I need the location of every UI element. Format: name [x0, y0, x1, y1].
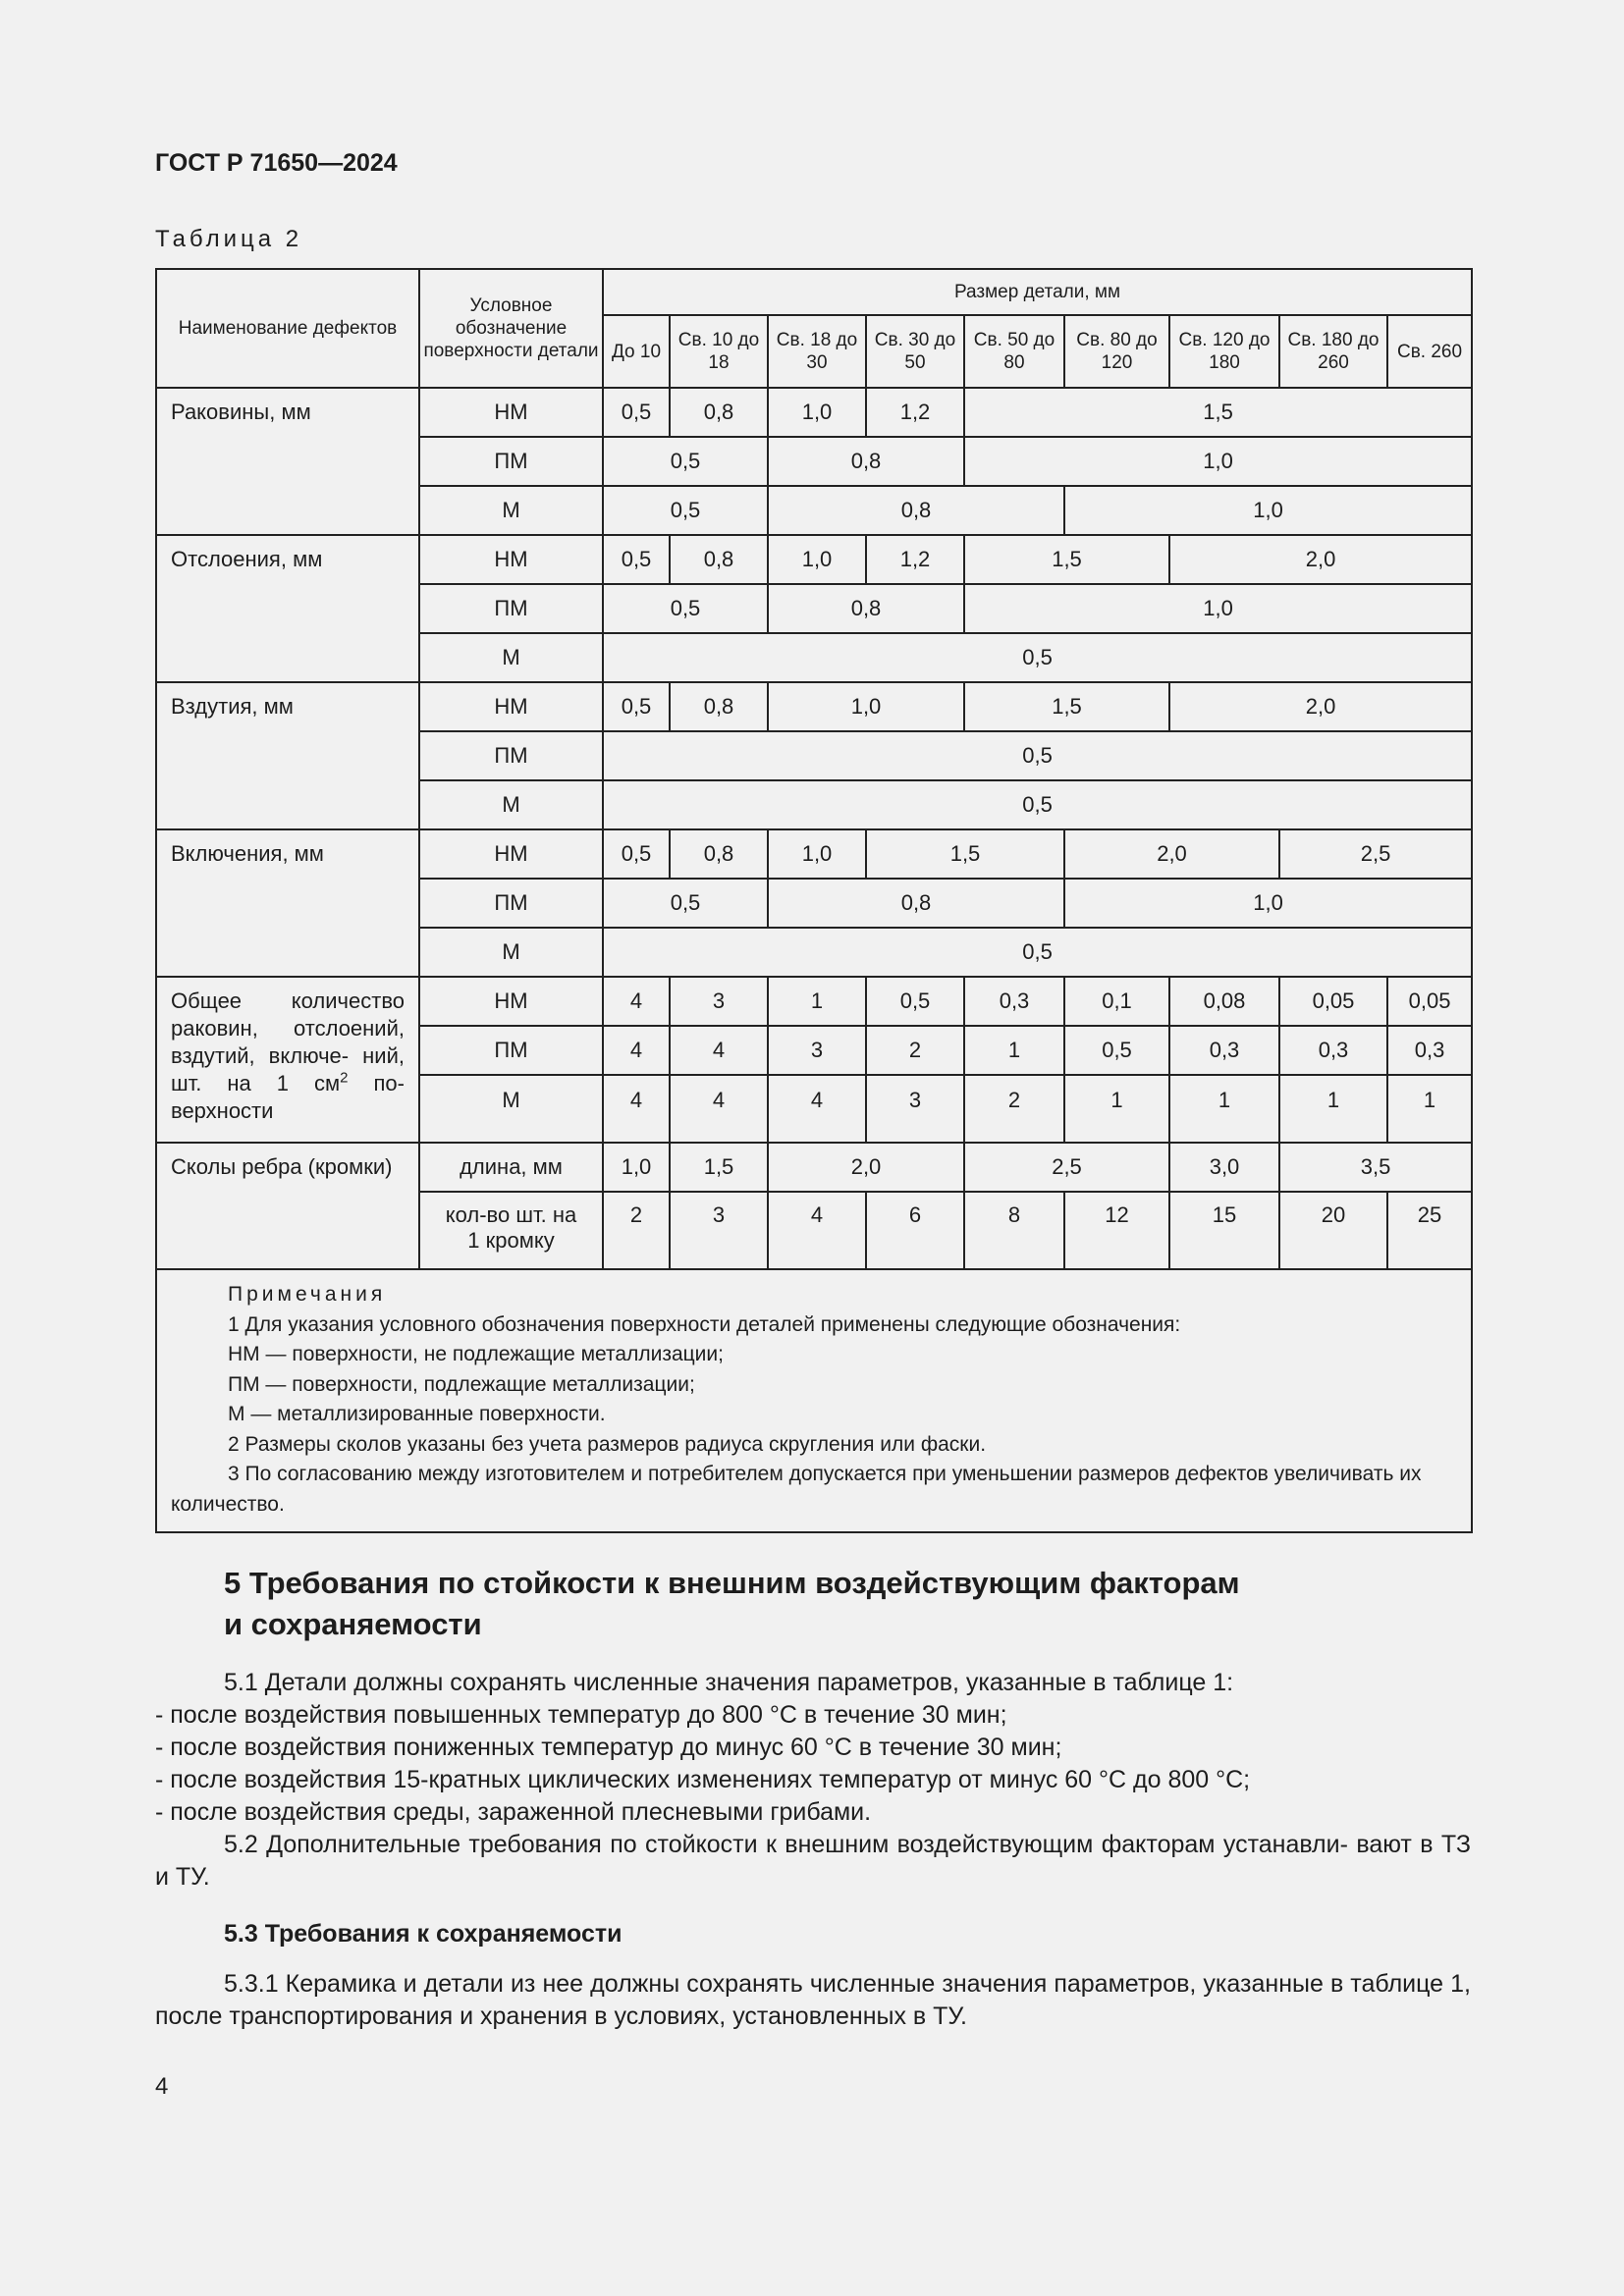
surface-code: НМ — [419, 977, 603, 1026]
cell: 0,5 — [603, 928, 1472, 977]
cell: 20 — [1279, 1192, 1387, 1269]
cell: 0,5 — [603, 388, 670, 437]
table-caption: Таблица 2 — [155, 226, 303, 252]
cell: 0,3 — [964, 977, 1064, 1026]
cell: 6 — [866, 1192, 964, 1269]
col-surface-header: Условное обозначение поверхности детали — [419, 269, 603, 388]
cell: 0,5 — [603, 829, 670, 879]
surface-code: М — [419, 1075, 603, 1143]
cell: 0,05 — [1279, 977, 1387, 1026]
surface-code: ПМ — [419, 731, 603, 780]
cell: 0,5 — [603, 437, 768, 486]
table-header-row — [156, 269, 1472, 315]
cell: 1,0 — [768, 682, 964, 731]
size-col: Св. 120 до 180 — [1169, 315, 1279, 388]
defects-table — [155, 268, 1473, 1533]
cell: 0,8 — [768, 879, 1064, 928]
cell: 0,5 — [603, 486, 768, 535]
cell: 1,5 — [964, 388, 1472, 437]
note-line: ПМ — поверхности, подлежащие металлизации; — [228, 1372, 695, 1396]
cell: 1 — [768, 977, 866, 1026]
surface-code: ПМ — [419, 1026, 603, 1075]
cell: 0,8 — [670, 535, 768, 584]
cell: 2,0 — [768, 1143, 964, 1192]
cell: 1 — [1064, 1075, 1169, 1143]
cell: 0,5 — [603, 633, 1472, 682]
cell: 3 — [768, 1026, 866, 1075]
surface-code: НМ — [419, 829, 603, 879]
cell: 8 — [964, 1192, 1064, 1269]
cell: 3 — [866, 1075, 964, 1143]
cell: 0,5 — [603, 780, 1472, 829]
bullet-item: - после воздействия пониженных температур до минус 60 °С в течение 30 мин; — [155, 1734, 1062, 1761]
size-col: Св. 18 до 30 — [768, 315, 866, 388]
document-header: ГОСТ Р 71650—2024 — [155, 149, 398, 177]
cell: 3,5 — [1279, 1143, 1472, 1192]
cell: 1,2 — [866, 388, 964, 437]
surface-code: НМ — [419, 388, 603, 437]
table-notes — [156, 1269, 1472, 1532]
defect-name: Включения, мм — [156, 829, 419, 977]
cell: 0,05 — [1387, 977, 1472, 1026]
defect-name: Вздутия, мм — [156, 682, 419, 829]
cell: 4 — [603, 977, 670, 1026]
surface-code: М — [419, 928, 603, 977]
cell: 2 — [866, 1026, 964, 1075]
table-row — [156, 535, 1472, 584]
section-5-title — [224, 1563, 1240, 1645]
size-col: Св. 30 до 50 — [866, 315, 964, 388]
cell: 4 — [768, 1192, 866, 1269]
defect-name: Раковины, мм — [156, 388, 419, 535]
cell: 0,5 — [603, 535, 670, 584]
bullet-item: - после воздействия повышенных температур до 800 °С в течение 30 мин; — [155, 1701, 1007, 1729]
surface-code: М — [419, 486, 603, 535]
paragraph-5-3-1: 5.3.1 Керамика и детали из нее должны сохранять численные значения параметров, указанные в таблице 1, после транспортирования и хранения в условиях, установленных в ТУ. — [155, 1970, 1471, 2030]
surface-code: ПМ — [419, 584, 603, 633]
cell: 0,5 — [603, 731, 1472, 780]
cell: 2 — [964, 1075, 1064, 1143]
note-line: НМ — поверхности, не подлежащие металлизации; — [228, 1343, 724, 1365]
cell: 0,3 — [1279, 1026, 1387, 1075]
section-5-body — [155, 1667, 1471, 1894]
subsection-title: 5.3 Требования к сохраняемости — [224, 1920, 623, 1948]
paragraph-5-2: 5.2 Дополнительные требования по стойкости к внешним воздействующим факторам устанавли- вают в ТЗ и ТУ. — [155, 1831, 1471, 1891]
page-number: 4 — [155, 2073, 169, 2100]
surface-code: НМ — [419, 682, 603, 731]
cell: 0,8 — [768, 437, 964, 486]
table-row — [156, 1143, 1472, 1192]
cell: 12 — [1064, 1192, 1169, 1269]
cell: 1,5 — [866, 829, 1064, 879]
cell: 1,5 — [964, 535, 1169, 584]
measure-label: длина, мм — [419, 1143, 603, 1192]
size-col: Св. 10 до 18 — [670, 315, 768, 388]
cell: 0,8 — [768, 486, 1064, 535]
cell: 0,3 — [1169, 1026, 1279, 1075]
cell: 1,5 — [964, 682, 1169, 731]
size-col: До 10 — [603, 315, 670, 388]
defect-name — [156, 977, 419, 1143]
cell: 0,5 — [603, 584, 768, 633]
cell: 0,8 — [670, 829, 768, 879]
cell: 4 — [670, 1075, 768, 1143]
cell: 0,8 — [768, 584, 964, 633]
cell: 1,0 — [1064, 486, 1472, 535]
cell: 1 — [1387, 1075, 1472, 1143]
cell: 0,5 — [1064, 1026, 1169, 1075]
size-col: Св. 80 до 120 — [1064, 315, 1169, 388]
surface-code: М — [419, 780, 603, 829]
table-row — [156, 682, 1472, 731]
surface-code: ПМ — [419, 437, 603, 486]
cell: 1,0 — [768, 829, 866, 879]
cell: 2 — [603, 1192, 670, 1269]
paragraph-5-1: 5.1 Детали должны сохранять численные значения параметров, указанные в таблице 1: — [224, 1669, 1234, 1696]
note-line: 1 Для указания условного обозначения поверхности деталей применены следующие обозначения: — [228, 1312, 1181, 1336]
note-line: 3 По согласованию между изготовителем и потребителем допускается при уменьшении размеров дефектов увеличивать их количество. — [171, 1463, 1422, 1516]
cell: 2,5 — [1279, 829, 1472, 879]
cell: 1 — [1169, 1075, 1279, 1143]
table-row — [156, 388, 1472, 437]
cell: 3 — [670, 977, 768, 1026]
superscript: 2 — [340, 1069, 349, 1087]
cell: 2,0 — [1169, 682, 1472, 731]
cell: 1,2 — [866, 535, 964, 584]
cell: 2,5 — [964, 1143, 1169, 1192]
cell: 1,0 — [768, 388, 866, 437]
size-col: Св. 260 — [1387, 315, 1472, 388]
defect-name-part: Общее количество раковин, отслоений, вздутий, включе- ний, шт. на 1 см — [171, 988, 405, 1095]
cell: 1,0 — [768, 535, 866, 584]
cell: 1,0 — [1064, 879, 1472, 928]
table-row — [156, 829, 1472, 879]
cell: 0,8 — [670, 682, 768, 731]
cell: 1,5 — [670, 1143, 768, 1192]
cell: 4 — [768, 1075, 866, 1143]
cell: 25 — [1387, 1192, 1472, 1269]
cell: 2,0 — [1169, 535, 1472, 584]
size-col: Св. 50 до 80 — [964, 315, 1064, 388]
bullet-item: - после воздействия 15-кратных циклических изменениях температур от минус 60 °С до 800 °С; — [155, 1766, 1251, 1793]
measure-label: кол-во шт. на 1 кромку — [419, 1192, 603, 1269]
cell: 0,08 — [1169, 977, 1279, 1026]
cell: 4 — [670, 1026, 768, 1075]
cell: 1 — [1279, 1075, 1387, 1143]
cell: 0,8 — [670, 388, 768, 437]
cell: 3 — [670, 1192, 768, 1269]
cell: 0,1 — [1064, 977, 1169, 1026]
cell: 2,0 — [1064, 829, 1279, 879]
cell: 4 — [603, 1026, 670, 1075]
defect-name: Сколы ребра (кромки) — [156, 1143, 419, 1269]
defect-name-part: по- верхности — [171, 1071, 405, 1123]
note-line: М — металлизированные поверхности. — [228, 1403, 606, 1425]
surface-code: ПМ — [419, 879, 603, 928]
cell: 1,0 — [603, 1143, 670, 1192]
notes-row — [156, 1269, 1472, 1532]
paragraph-5-3-1-block — [155, 1968, 1471, 2033]
cell: 0,3 — [1387, 1026, 1472, 1075]
section-title-line: 5 Требования по стойкости к внешним воздействующим факторам — [224, 1566, 1240, 1600]
cell: 1 — [964, 1026, 1064, 1075]
cell: 0,5 — [603, 682, 670, 731]
size-col: Св. 180 до 260 — [1279, 315, 1387, 388]
cell: 0,5 — [603, 879, 768, 928]
cell: 3,0 — [1169, 1143, 1279, 1192]
defect-name: Отслоения, мм — [156, 535, 419, 682]
table-row — [156, 977, 1472, 1026]
surface-code: М — [419, 633, 603, 682]
notes-title: Примечания — [228, 1283, 387, 1306]
cell: 0,5 — [866, 977, 964, 1026]
bullet-item: - после воздействия среды, зараженной плесневыми грибами. — [155, 1798, 872, 1826]
cell: 1,0 — [964, 437, 1472, 486]
cell: 4 — [603, 1075, 670, 1143]
section-title-line: и сохраняемости — [224, 1607, 482, 1641]
cell: 1,0 — [964, 584, 1472, 633]
note-line: 2 Размеры сколов указаны без учета размеров радиуса скругления или фаски. — [228, 1432, 987, 1456]
col-size-header: Размер детали, мм — [603, 269, 1472, 315]
subsection-5-3-title — [155, 1918, 1471, 1950]
col-name-header: Наименование дефектов — [156, 269, 419, 388]
cell: 15 — [1169, 1192, 1279, 1269]
surface-code: НМ — [419, 535, 603, 584]
